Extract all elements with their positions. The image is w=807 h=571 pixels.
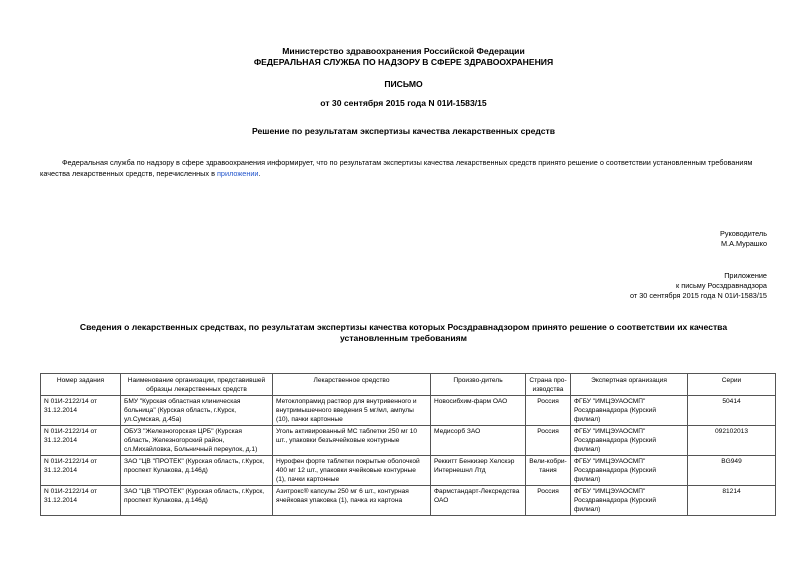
- cell-drug: Азитрокс® капсулы 250 мг 6 шт., контурная ячейковая упаковка (1), пачка из картона: [273, 486, 431, 516]
- header-task-number: Номер задания: [41, 374, 121, 396]
- cell-drug: Уголь активированный МС таблетки 250 мг 10 шт., упаковки безъячейковые контурные: [273, 426, 431, 456]
- appendix-label: Приложение: [724, 271, 767, 280]
- header-manufacturer: Произво-дитель: [431, 374, 526, 396]
- cell-manufacturer: Фармстандарт-Лексредства ОАО: [431, 486, 526, 516]
- document-subject: Решение по результатам экспертизы качества лекарственных средств: [251, 126, 556, 136]
- signature-name: М.А.Мурашко: [720, 239, 767, 248]
- cell-series: 81214: [688, 486, 776, 516]
- cell-task-number: N 01И-2122/14 от 31.12.2014: [41, 486, 121, 516]
- cell-manufacturer: Реккитт Бенкизер Хелскэр Интернешнл Лтд: [431, 456, 526, 486]
- table-row: [41, 456, 776, 486]
- appendix-reference: [630, 271, 767, 301]
- header-drug: Лекарственное средство: [273, 374, 431, 396]
- cell-drug: Метоклопрамид раствор для внутривенного и внутримышечного введения 5 мг/мл, ампулы (10), пачки картонные: [273, 396, 431, 426]
- table-row: [41, 486, 776, 516]
- cell-expert-organization: ФГБУ "ИМЦЭУАОСМП" Росздравнадзора (Курский филиал): [571, 456, 688, 486]
- appendix-link[interactable]: приложении: [216, 169, 259, 178]
- cell-country: Вели-кобри-тания: [526, 456, 571, 486]
- document-type: ПИСЬМО: [384, 79, 423, 89]
- cell-series: 092102013: [688, 426, 776, 456]
- cell-task-number: N 01И-2122/14 от 31.12.2014: [41, 456, 121, 486]
- cell-country: Россия: [526, 486, 571, 516]
- drugs-table: [40, 373, 776, 516]
- cell-expert-organization: ФГБУ "ИМЦЭУАОСМП" Росздравнадзора (Курский филиал): [571, 486, 688, 516]
- cell-expert-organization: ФГБУ "ИМЦЭУАОСМП" Росздравнадзора (Курский филиал): [571, 426, 688, 456]
- cell-country: Россия: [526, 426, 571, 456]
- table-row: [41, 426, 776, 456]
- cell-manufacturer: Медисорб ЗАО: [431, 426, 526, 456]
- cell-task-number: N 01И-2122/14 от 31.12.2014: [41, 396, 121, 426]
- document-date-number: от 30 сентября 2015 года N 01И-1583/15: [320, 98, 487, 108]
- cell-organization: ОБУЗ "Железногорская ЦРБ" (Курская область, Железногорский район, сл.Михайловка, Больничный переулок, д.1): [121, 426, 273, 456]
- cell-manufacturer: Новосибхим-фарм ОАО: [431, 396, 526, 426]
- appendix-title: Сведения о лекарственных средствах, по результатам экспертизы качества которых Росздравнадзором принято решение о соответствии их качества установленным требованиям: [79, 322, 728, 343]
- cell-organization: ЗАО "ЦВ "ПРОТЕК" (Курская область, г.Курск, проспект Кулакова, д.146д): [121, 486, 273, 516]
- body-paragraph: [40, 157, 775, 179]
- cell-task-number: N 01И-2122/14 от 31.12.2014: [41, 426, 121, 456]
- cell-organization: ЗАО "ЦВ "ПРОТЕК" (Курская область, г.Курск, проспект Кулакова, д.146д): [121, 456, 273, 486]
- table-header-row: [41, 374, 776, 396]
- body-text-end: .: [258, 169, 261, 178]
- appendix-date-number: от 30 сентября 2015 года N 01И-1583/15: [629, 291, 767, 300]
- header-country: Страна про-изводства: [526, 374, 571, 396]
- cell-series: BG949: [688, 456, 776, 486]
- signature-block: [720, 229, 767, 249]
- service-name: ФЕДЕРАЛЬНАЯ СЛУЖБА ПО НАДЗОРУ В СФЕРЕ ЗДРАВООХРАНЕНИЯ: [253, 57, 554, 67]
- header-organization: Наименование организации, представившей образцы лекарственных средств: [121, 374, 273, 396]
- table-row: [41, 396, 776, 426]
- cell-organization: БМУ "Курская областная клиническая больница" (Курская область, г.Курск, ул.Сумская, д.45а): [121, 396, 273, 426]
- cell-drug: Нурофен форте таблетки покрытые оболочкой 400 мг 12 шт., упаковки ячейковые контурные (1), пачки картонные: [273, 456, 431, 486]
- cell-expert-organization: ФГБУ "ИМЦЭУАОСМП" Росздравнадзора (Курский филиал): [571, 396, 688, 426]
- cell-country: Россия: [526, 396, 571, 426]
- appendix-letter-ref: к письму Росздравнадзора: [676, 281, 767, 290]
- header-expert-organization: Экспертная организация: [571, 374, 688, 396]
- body-text: Федеральная служба по надзору в сфере здравоохранения информирует, что по результатам экспертизы качества лекарственных средств принято решение о соответствии установленным требованиям качества лекарственных средств, перечисленных в: [40, 158, 753, 178]
- header-series: Серии: [688, 374, 776, 396]
- ministry-name: Министерство здравоохранения Российской Федерации: [282, 46, 525, 56]
- signature-position: Руководитель: [719, 229, 767, 238]
- cell-series: 50414: [688, 396, 776, 426]
